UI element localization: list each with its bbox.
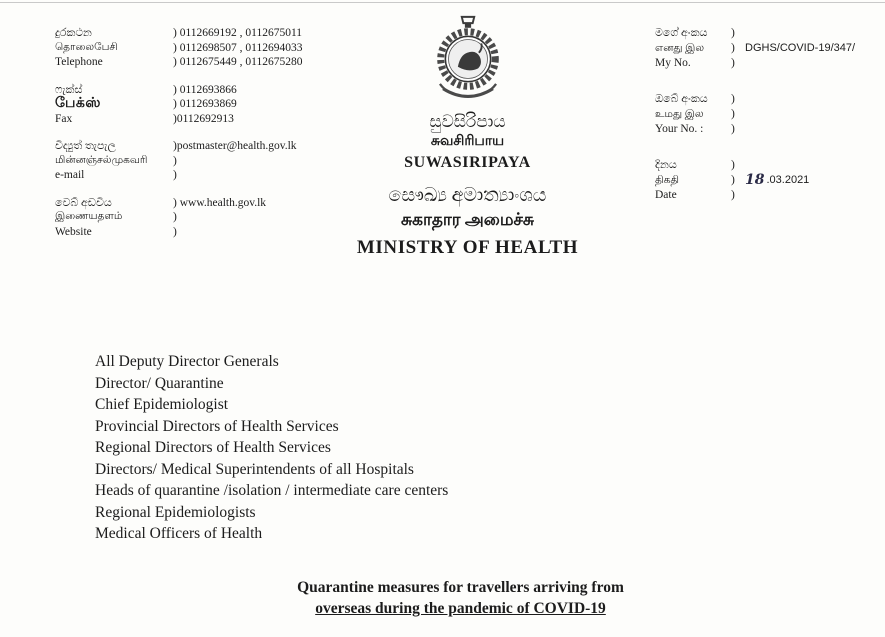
fax-group <box>55 83 302 127</box>
addressee-list <box>95 351 448 545</box>
email-value-3: ) <box>173 169 177 181</box>
addressee-item: Director/ Quarantine <box>95 374 224 392</box>
masthead-name-sinhala: සුවසිරිපාය <box>429 112 506 131</box>
telephone-value-3: ) 0112675449 , 0112675280 <box>173 56 303 68</box>
contact-block <box>55 26 302 252</box>
date-bracket-3: ) <box>731 189 735 201</box>
date-value-rest: .03.2021 <box>766 174 810 186</box>
email-label-sinhala: විද්‍යුත් තැපැල <box>55 140 116 152</box>
national-emblem-icon <box>295 12 640 108</box>
date-label-tamil: திகதி <box>655 175 679 186</box>
website-label-tamil: இணையதளம் <box>55 211 123 222</box>
addressee-item: All Deputy Director Generals <box>95 353 279 370</box>
masthead-name-english: SUWASIRIPAYA <box>404 154 531 171</box>
date-group <box>655 158 855 203</box>
telephone-value-1: ) 0112669192 , 0112675011 <box>173 27 303 39</box>
reference-block <box>655 26 855 224</box>
your-no-bracket-2: ) <box>731 108 735 120</box>
website-label-english: Website <box>55 225 92 238</box>
my-no-label-tamil: எனது இல <box>655 43 705 54</box>
masthead-ministry-sinhala: සෞඛ්‍ය අමාත්‍යාංශය <box>388 185 547 206</box>
your-no-label-tamil: உமது இல <box>655 109 704 120</box>
telephone-label-english: Telephone <box>55 56 103 68</box>
date-bracket-1: ) <box>731 159 735 171</box>
fax-value-2: ) 0112693869 <box>173 98 237 110</box>
masthead-ministry-english: MINISTRY OF HEALTH <box>356 237 579 258</box>
addressee-item: Medical Officers of Health <box>95 525 263 542</box>
my-no-label-english: My No. <box>655 57 691 69</box>
my-no-bracket-2: ) <box>731 42 735 54</box>
fax-value-1: ) 0112693866 <box>173 83 237 96</box>
addressee-item: Regional Epidemiologists <box>95 503 256 521</box>
scan-artifact-line <box>0 2 885 3</box>
handwritten-date-day: 18 <box>745 172 765 188</box>
email-value-1: )postmaster@health.gov.lk <box>173 140 297 152</box>
website-label-sinhala: වෙබ් අඩවිය <box>55 196 112 209</box>
masthead-ministry-tamil: சுகாதார அமைச்சு <box>401 210 534 229</box>
my-no-label-sinhala: මගේ අංකය <box>655 27 708 39</box>
subject-line-2: overseas during the pandemic of COVID-19 <box>315 600 606 617</box>
my-no-group <box>655 26 855 71</box>
website-value-3: ) <box>173 225 177 238</box>
addressee-item: Provincial Directors of Health Services <box>95 417 339 435</box>
masthead <box>295 12 640 259</box>
email-group <box>55 139 302 183</box>
telephone-value-2: ) 0112698507 , 0112694033 <box>173 41 303 54</box>
fax-label-tamil: பேக்ஸ் <box>55 96 101 111</box>
my-no-value: DGHS/COVID-19/347/ <box>745 42 856 54</box>
my-no-bracket-1: ) <box>731 27 735 39</box>
email-label-english: e-mail <box>55 169 85 181</box>
telephone-group <box>55 26 302 70</box>
your-no-bracket-3: ) <box>731 123 735 135</box>
addressee-item: Heads of quarantine /isolation / intermediate care centers <box>95 482 449 499</box>
website-value-1: ) www.health.gov.lk <box>173 196 267 209</box>
fax-value-3: )0112692913 <box>173 112 234 125</box>
fax-label-sinhala: ෆැක්ස් <box>55 83 83 96</box>
date-bracket-2: ) <box>731 174 735 186</box>
email-value-2: ) <box>173 154 177 167</box>
addressee-item: Directors/ Medical Superintendents of all Hospitals <box>95 460 414 478</box>
telephone-label-sinhala: දුරකථන <box>55 27 92 39</box>
website-group <box>55 196 302 240</box>
subject-heading <box>18 577 885 619</box>
addressee-item: Regional Directors of Health Services <box>95 439 331 456</box>
telephone-label-tamil: தொலைபேசி <box>55 41 118 53</box>
your-no-label-sinhala: ඔබේ අංකය <box>655 93 708 105</box>
my-no-bracket-3: ) <box>731 57 735 69</box>
masthead-name-tamil: சுவசிரிபாய <box>430 134 505 149</box>
subject-line-1: Quarantine measures for travellers arriving from <box>297 579 624 596</box>
date-label-sinhala: දිනය <box>655 159 677 171</box>
date-label-english: Date <box>655 189 677 201</box>
website-value-2: ) <box>173 211 177 223</box>
your-no-label-english: Your No. : <box>655 123 704 135</box>
your-no-group <box>655 92 855 137</box>
addressee-item: Chief Epidemiologist <box>95 396 229 413</box>
your-no-bracket-1: ) <box>731 93 735 105</box>
fax-label-english: Fax <box>55 112 73 125</box>
email-label-tamil: மின்னஞ்சல்முகவரி <box>55 154 148 166</box>
